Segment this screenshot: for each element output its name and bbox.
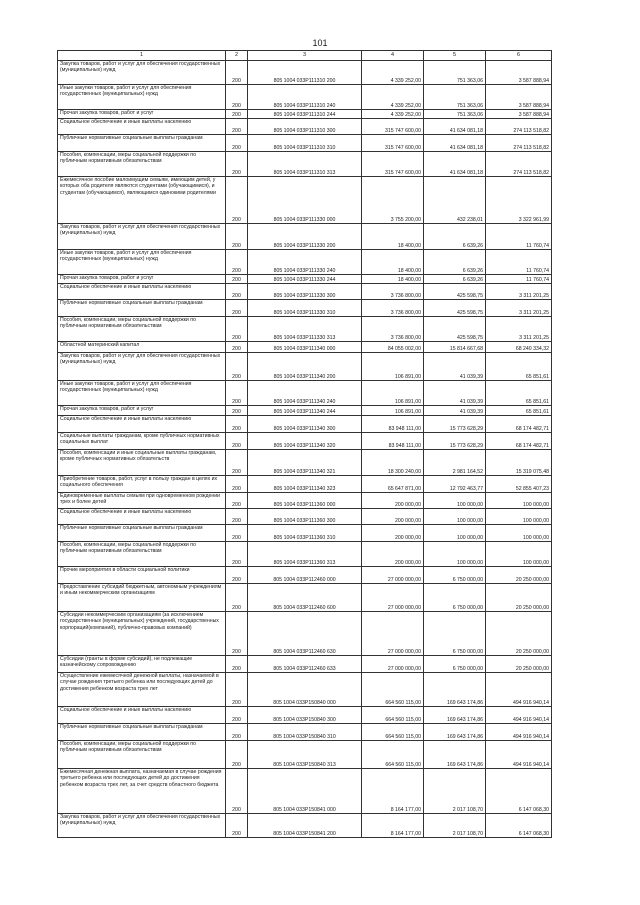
row-grbs-cell: 200 bbox=[226, 284, 248, 300]
row-code-cell: 805 1004 033P112460 633 bbox=[248, 656, 362, 673]
row-approved-cell: 315 747 600,00 bbox=[362, 119, 424, 135]
row-grbs-cell: 200 bbox=[226, 433, 248, 450]
table-row bbox=[58, 381, 552, 406]
row-remaining-cell: 3 311 201,25 bbox=[486, 284, 552, 300]
row-code-cell: 805 1004 033P111340 200 bbox=[248, 353, 362, 381]
row-remaining-cell: 6 147 068,30 bbox=[486, 769, 552, 814]
row-name-cell: Закупка товаров, работ и услуг для обеспечения государственных (муниципальных) нужд bbox=[58, 224, 226, 250]
row-code-cell: 805 1004 033P150840 310 bbox=[248, 724, 362, 741]
row-remaining-cell: 11 760,74 bbox=[486, 275, 552, 284]
row-remaining-cell: 100 000,00 bbox=[486, 542, 552, 567]
row-name-cell: Ежемесячная денежная выплата, назначаемая в случае рождения третьего ребенка или последующих детей до достижения ребенком возраста трех лет, за счет средств областного бюджета bbox=[58, 769, 226, 814]
row-code-cell: 805 1004 033P111340 323 bbox=[248, 476, 362, 493]
row-name-cell: Субсидии (гранты в форме субсидий), не подлежащие казначейскому сопровождению bbox=[58, 656, 226, 673]
table-header-row bbox=[58, 51, 552, 61]
row-remaining-cell: 100 000,00 bbox=[486, 525, 552, 542]
row-executed-cell: 41 634 081,18 bbox=[424, 152, 486, 177]
row-approved-cell: 200 000,00 bbox=[362, 525, 424, 542]
table-row bbox=[58, 612, 552, 656]
table-row bbox=[58, 724, 552, 741]
row-name-cell: Прочие мероприятия в области социальной политики bbox=[58, 567, 226, 584]
row-code-cell: 805 1004 033P112460 600 bbox=[248, 584, 362, 612]
table-row bbox=[58, 406, 552, 416]
table-row bbox=[58, 353, 552, 381]
row-name-cell: Предоставление субсидий бюджетным, автономным учреждениям и иным некоммерческим организациям bbox=[58, 584, 226, 612]
table-row bbox=[58, 61, 552, 85]
row-executed-cell: 100 000,00 bbox=[424, 509, 486, 525]
row-approved-cell: 8 164 177,00 bbox=[362, 814, 424, 838]
row-executed-cell: 169 643 174,86 bbox=[424, 707, 486, 724]
row-grbs-cell: 200 bbox=[226, 542, 248, 567]
row-approved-cell: 84 055 002,00 bbox=[362, 342, 424, 353]
row-executed-cell: 41 634 081,18 bbox=[424, 135, 486, 152]
row-grbs-cell: 200 bbox=[226, 476, 248, 493]
row-approved-cell: 200 000,00 bbox=[362, 493, 424, 509]
row-name-cell: Социальное обеспечение и иные выплаты населению bbox=[58, 707, 226, 724]
row-executed-cell: 12 792 463,77 bbox=[424, 476, 486, 493]
row-executed-cell: 41 634 081,18 bbox=[424, 119, 486, 135]
table-row bbox=[58, 814, 552, 838]
row-grbs-cell: 200 bbox=[226, 275, 248, 284]
row-code-cell: 805 1004 033P111330 000 bbox=[248, 177, 362, 224]
row-executed-cell: 6 750 000,00 bbox=[424, 567, 486, 584]
row-grbs-cell: 200 bbox=[226, 724, 248, 741]
row-approved-cell: 83 948 111,00 bbox=[362, 433, 424, 450]
row-approved-cell: 8 164 177,00 bbox=[362, 769, 424, 814]
row-approved-cell: 200 000,00 bbox=[362, 542, 424, 567]
row-remaining-cell: 494 916 940,14 bbox=[486, 673, 552, 707]
row-grbs-cell: 200 bbox=[226, 250, 248, 275]
row-remaining-cell: 68 174 482,71 bbox=[486, 433, 552, 450]
row-executed-cell: 41 039,39 bbox=[424, 381, 486, 406]
row-name-cell: Осуществление ежемесячной денежной выплаты, назначаемой в случае рождения третьего ребенка или последующих детей до достижения ребенком возраста трех лет bbox=[58, 673, 226, 707]
row-executed-cell: 100 000,00 bbox=[424, 493, 486, 509]
table-row bbox=[58, 450, 552, 476]
row-executed-cell: 751 363,06 bbox=[424, 110, 486, 119]
row-grbs-cell: 200 bbox=[226, 61, 248, 85]
row-name-cell: Субсидии некоммерческим организациям (за исключением государственных (муниципальных) учреждений, государственных корпораций(компаний), публично-правовых компаний) bbox=[58, 612, 226, 656]
row-name-cell: Иные закупки товаров, работ и услуг для обеспечения государственных (муниципальных) нужд bbox=[58, 381, 226, 406]
row-code-cell: 805 1004 033P111310 310 bbox=[248, 135, 362, 152]
row-code-cell: 805 1004 033P150840 300 bbox=[248, 707, 362, 724]
row-code-cell: 805 1004 033P112460 630 bbox=[248, 612, 362, 656]
row-name-cell: Публичные нормативные социальные выплаты гражданам bbox=[58, 300, 226, 317]
row-grbs-cell: 200 bbox=[226, 317, 248, 342]
row-grbs-cell: 200 bbox=[226, 493, 248, 509]
row-grbs-cell: 200 bbox=[226, 707, 248, 724]
row-approved-cell: 18 400,00 bbox=[362, 275, 424, 284]
table-row bbox=[58, 416, 552, 433]
row-grbs-cell: 200 bbox=[226, 769, 248, 814]
row-grbs-cell: 200 bbox=[226, 741, 248, 769]
table-row bbox=[58, 476, 552, 493]
row-name-cell: Социальные выплаты гражданам, кроме публичных нормативных социальных выплат bbox=[58, 433, 226, 450]
row-grbs-cell: 200 bbox=[226, 814, 248, 838]
row-approved-cell: 4 339 252,00 bbox=[362, 85, 424, 110]
row-remaining-cell: 3 311 201,25 bbox=[486, 317, 552, 342]
row-remaining-cell: 494 916 940,14 bbox=[486, 707, 552, 724]
row-name-cell: Закупка товаров, работ и услуг для обеспечения государственных (муниципальных) нужд bbox=[58, 61, 226, 85]
row-executed-cell: 425 598,75 bbox=[424, 317, 486, 342]
row-remaining-cell: 6 147 068,30 bbox=[486, 814, 552, 838]
row-code-cell: 805 1004 033P111330 240 bbox=[248, 250, 362, 275]
table-row bbox=[58, 85, 552, 110]
row-executed-cell: 41 039,39 bbox=[424, 353, 486, 381]
row-executed-cell: 425 598,75 bbox=[424, 300, 486, 317]
row-name-cell: Единовременные выплаты семьям при одновременном рождении трех и более детей bbox=[58, 493, 226, 509]
table-body bbox=[58, 61, 552, 838]
row-remaining-cell: 3 587 888,94 bbox=[486, 110, 552, 119]
row-remaining-cell: 52 855 407,23 bbox=[486, 476, 552, 493]
row-approved-cell: 4 339 252,00 bbox=[362, 61, 424, 85]
row-executed-cell: 432 238,01 bbox=[424, 177, 486, 224]
row-executed-cell: 100 000,00 bbox=[424, 525, 486, 542]
row-approved-cell: 664 560 115,00 bbox=[362, 707, 424, 724]
row-code-cell: 805 1004 033P111340 244 bbox=[248, 406, 362, 416]
row-remaining-cell: 15 319 075,48 bbox=[486, 450, 552, 476]
row-name-cell: Публичные нормативные социальные выплаты гражданам bbox=[58, 724, 226, 741]
row-remaining-cell: 100 000,00 bbox=[486, 493, 552, 509]
row-remaining-cell: 65 851,61 bbox=[486, 406, 552, 416]
page-number: 101 bbox=[312, 38, 328, 48]
row-code-cell: 805 1004 033P111310 244 bbox=[248, 110, 362, 119]
row-grbs-cell: 200 bbox=[226, 381, 248, 406]
row-approved-cell: 106 891,00 bbox=[362, 353, 424, 381]
row-executed-cell: 2 981 164,52 bbox=[424, 450, 486, 476]
header-cell: 3 bbox=[248, 51, 362, 61]
row-executed-cell: 6 639,26 bbox=[424, 250, 486, 275]
header-cell: 2 bbox=[226, 51, 248, 61]
row-name-cell: Социальное обеспечение и иные выплаты населению bbox=[58, 509, 226, 525]
row-executed-cell: 6 750 000,00 bbox=[424, 584, 486, 612]
row-remaining-cell: 494 916 940,14 bbox=[486, 741, 552, 769]
row-name-cell: Приобретение товаров, работ, услуг в пользу граждан в целях их социального обеспечения bbox=[58, 476, 226, 493]
table-row bbox=[58, 707, 552, 724]
row-code-cell: 805 1004 033P111340 240 bbox=[248, 381, 362, 406]
row-approved-cell: 315 747 600,00 bbox=[362, 135, 424, 152]
row-executed-cell: 425 598,75 bbox=[424, 284, 486, 300]
table-row bbox=[58, 656, 552, 673]
row-grbs-cell: 200 bbox=[226, 110, 248, 119]
table-row bbox=[58, 152, 552, 177]
row-code-cell: 805 1004 033P150840 313 bbox=[248, 741, 362, 769]
row-grbs-cell: 200 bbox=[226, 673, 248, 707]
table-row bbox=[58, 741, 552, 769]
table-row bbox=[58, 673, 552, 707]
row-grbs-cell: 200 bbox=[226, 135, 248, 152]
row-code-cell: 805 1004 033P111330 313 bbox=[248, 317, 362, 342]
row-executed-cell: 169 643 174,86 bbox=[424, 673, 486, 707]
row-grbs-cell: 200 bbox=[226, 224, 248, 250]
row-grbs-cell: 200 bbox=[226, 353, 248, 381]
row-grbs-cell: 200 bbox=[226, 406, 248, 416]
row-name-cell: Публичные нормативные социальные выплаты гражданам bbox=[58, 135, 226, 152]
row-executed-cell: 6 639,26 bbox=[424, 275, 486, 284]
header-cell: 5 bbox=[424, 51, 486, 61]
row-approved-cell: 664 560 115,00 bbox=[362, 741, 424, 769]
row-grbs-cell: 200 bbox=[226, 612, 248, 656]
row-code-cell: 805 1004 033P111310 200 bbox=[248, 61, 362, 85]
row-grbs-cell: 200 bbox=[226, 525, 248, 542]
row-remaining-cell: 65 851,61 bbox=[486, 353, 552, 381]
header-cell: 4 bbox=[362, 51, 424, 61]
row-grbs-cell: 200 bbox=[226, 567, 248, 584]
row-name-cell: Прочая закупка товаров, работ и услуг bbox=[58, 275, 226, 284]
row-approved-cell: 106 891,00 bbox=[362, 381, 424, 406]
table-row bbox=[58, 224, 552, 250]
row-name-cell: Закупка товаров, работ и услуг для обеспечения государственных (муниципальных) нужд bbox=[58, 814, 226, 838]
row-code-cell: 805 1004 033P111330 300 bbox=[248, 284, 362, 300]
row-executed-cell: 6 639,26 bbox=[424, 224, 486, 250]
row-code-cell: 805 1004 033P111360 300 bbox=[248, 509, 362, 525]
table-row bbox=[58, 119, 552, 135]
row-executed-cell: 15 773 628,29 bbox=[424, 433, 486, 450]
row-executed-cell: 6 750 000,00 bbox=[424, 656, 486, 673]
row-grbs-cell: 200 bbox=[226, 85, 248, 110]
row-executed-cell: 169 643 174,86 bbox=[424, 724, 486, 741]
row-approved-cell: 3 736 800,00 bbox=[362, 284, 424, 300]
row-remaining-cell: 3 587 888,94 bbox=[486, 61, 552, 85]
row-approved-cell: 3 755 200,00 bbox=[362, 177, 424, 224]
row-name-cell: Пособия, компенсации, меры социальной поддержки по публичным нормативным обязательствам bbox=[58, 152, 226, 177]
row-grbs-cell: 200 bbox=[226, 416, 248, 433]
table-row bbox=[58, 525, 552, 542]
row-remaining-cell: 3 587 888,94 bbox=[486, 85, 552, 110]
row-name-cell: Социальное обеспечение и иные выплаты населению bbox=[58, 119, 226, 135]
row-approved-cell: 83 948 111,00 bbox=[362, 416, 424, 433]
row-approved-cell: 65 647 871,00 bbox=[362, 476, 424, 493]
row-name-cell: Прочая закупка товаров, работ и услуг bbox=[58, 406, 226, 416]
row-approved-cell: 27 000 000,00 bbox=[362, 656, 424, 673]
row-approved-cell: 3 736 800,00 bbox=[362, 300, 424, 317]
row-remaining-cell: 3 311 201,25 bbox=[486, 300, 552, 317]
table-row bbox=[58, 509, 552, 525]
row-remaining-cell: 274 113 518,82 bbox=[486, 152, 552, 177]
row-approved-cell: 106 891,00 bbox=[362, 406, 424, 416]
row-remaining-cell: 100 000,00 bbox=[486, 509, 552, 525]
row-approved-cell: 27 000 000,00 bbox=[362, 567, 424, 584]
row-executed-cell: 2 017 108,70 bbox=[424, 769, 486, 814]
row-grbs-cell: 200 bbox=[226, 584, 248, 612]
row-grbs-cell: 200 bbox=[226, 152, 248, 177]
table-row bbox=[58, 275, 552, 284]
row-name-cell: Закупка товаров, работ и услуг для обеспечения государственных (муниципальных) нужд bbox=[58, 353, 226, 381]
row-name-cell: Иные закупки товаров, работ и услуг для обеспечения государственных (муниципальных) нужд bbox=[58, 250, 226, 275]
row-name-cell: Социальное обеспечение и иные выплаты населению bbox=[58, 284, 226, 300]
table-row bbox=[58, 342, 552, 353]
row-approved-cell: 18 300 240,00 bbox=[362, 450, 424, 476]
row-approved-cell: 664 560 115,00 bbox=[362, 724, 424, 741]
row-code-cell: 805 1004 033P111310 300 bbox=[248, 119, 362, 135]
row-code-cell: 805 1004 033P111340 300 bbox=[248, 416, 362, 433]
row-executed-cell: 15 814 667,68 bbox=[424, 342, 486, 353]
table-row bbox=[58, 177, 552, 224]
row-grbs-cell: 200 bbox=[226, 300, 248, 317]
row-code-cell: 805 1004 033P111330 244 bbox=[248, 275, 362, 284]
table-row bbox=[58, 300, 552, 317]
table-row bbox=[58, 433, 552, 450]
row-code-cell: 805 1004 033P111360 000 bbox=[248, 493, 362, 509]
row-name-cell: Прочая закупка товаров, работ и услуг bbox=[58, 110, 226, 119]
row-grbs-cell: 200 bbox=[226, 177, 248, 224]
row-name-cell: Публичные нормативные социальные выплаты гражданам bbox=[58, 525, 226, 542]
row-approved-cell: 27 000 000,00 bbox=[362, 612, 424, 656]
row-approved-cell: 27 000 000,00 bbox=[362, 584, 424, 612]
row-name-cell: Пособия, компенсации, меры социальной поддержки по публичным нормативным обязательствам bbox=[58, 741, 226, 769]
row-grbs-cell: 200 bbox=[226, 656, 248, 673]
header-cell: 1 bbox=[58, 51, 226, 61]
row-remaining-cell: 20 250 000,00 bbox=[486, 584, 552, 612]
row-executed-cell: 169 643 174,86 bbox=[424, 741, 486, 769]
row-grbs-cell: 200 bbox=[226, 509, 248, 525]
row-code-cell: 805 1004 033P111340 000 bbox=[248, 342, 362, 353]
row-approved-cell: 3 736 800,00 bbox=[362, 317, 424, 342]
row-approved-cell: 200 000,00 bbox=[362, 509, 424, 525]
row-approved-cell: 664 560 115,00 bbox=[362, 673, 424, 707]
row-name-cell: Пособия, компенсации и иные социальные выплаты гражданам, кроме публичных нормативных обязательств bbox=[58, 450, 226, 476]
row-approved-cell: 18 400,00 bbox=[362, 250, 424, 275]
row-executed-cell: 41 039,39 bbox=[424, 406, 486, 416]
row-name-cell: Областной материнский капитал bbox=[58, 342, 226, 353]
table-row bbox=[58, 250, 552, 275]
row-approved-cell: 18 400,00 bbox=[362, 224, 424, 250]
row-name-cell: Ежемесячное пособие малоимущим семьям, имеющим детей, у которых оба родителя являются студентами (обучающимися), и студентам (обучающимся), являющимся одинокими родителями bbox=[58, 177, 226, 224]
row-remaining-cell: 65 851,61 bbox=[486, 381, 552, 406]
row-code-cell: 805 1004 033P111340 321 bbox=[248, 450, 362, 476]
row-executed-cell: 15 773 628,29 bbox=[424, 416, 486, 433]
row-approved-cell: 315 747 600,00 bbox=[362, 152, 424, 177]
table-row bbox=[58, 110, 552, 119]
budget-table bbox=[57, 50, 552, 838]
row-code-cell: 805 1004 033P111340 320 bbox=[248, 433, 362, 450]
table-row bbox=[58, 584, 552, 612]
row-grbs-cell: 200 bbox=[226, 450, 248, 476]
table-row bbox=[58, 542, 552, 567]
row-code-cell: 805 1004 033P111330 200 bbox=[248, 224, 362, 250]
row-remaining-cell: 20 250 000,00 bbox=[486, 567, 552, 584]
row-grbs-cell: 200 bbox=[226, 119, 248, 135]
table-row bbox=[58, 284, 552, 300]
row-code-cell: 805 1004 033P150840 000 bbox=[248, 673, 362, 707]
row-code-cell: 805 1004 033P111330 310 bbox=[248, 300, 362, 317]
row-code-cell: 805 1004 033P112460 000 bbox=[248, 567, 362, 584]
row-code-cell: 805 1004 033P111360 310 bbox=[248, 525, 362, 542]
row-name-cell: Пособия, компенсации, меры социальной поддержки по публичным нормативным обязательствам bbox=[58, 542, 226, 567]
row-remaining-cell: 3 322 961,99 bbox=[486, 177, 552, 224]
row-executed-cell: 6 750 000,00 bbox=[424, 612, 486, 656]
row-remaining-cell: 68 240 334,32 bbox=[486, 342, 552, 353]
row-executed-cell: 751 363,06 bbox=[424, 85, 486, 110]
row-code-cell: 805 1004 033P111310 313 bbox=[248, 152, 362, 177]
row-code-cell: 805 1004 033P150841 000 bbox=[248, 769, 362, 814]
row-executed-cell: 751 363,06 bbox=[424, 61, 486, 85]
row-executed-cell: 2 017 108,70 bbox=[424, 814, 486, 838]
row-code-cell: 805 1004 033P111310 240 bbox=[248, 85, 362, 110]
row-remaining-cell: 274 113 518,82 bbox=[486, 119, 552, 135]
row-remaining-cell: 68 174 482,71 bbox=[486, 416, 552, 433]
row-grbs-cell: 200 bbox=[226, 342, 248, 353]
row-remaining-cell: 11 760,74 bbox=[486, 250, 552, 275]
table-row bbox=[58, 317, 552, 342]
row-code-cell: 805 1004 033P150841 200 bbox=[248, 814, 362, 838]
table-row bbox=[58, 567, 552, 584]
row-remaining-cell: 11 760,74 bbox=[486, 224, 552, 250]
row-remaining-cell: 274 113 518,82 bbox=[486, 135, 552, 152]
row-name-cell: Пособия, компенсации, меры социальной поддержки по публичным нормативным обязательствам bbox=[58, 317, 226, 342]
row-remaining-cell: 20 250 000,00 bbox=[486, 612, 552, 656]
row-remaining-cell: 20 250 000,00 bbox=[486, 656, 552, 673]
row-code-cell: 805 1004 033P111360 313 bbox=[248, 542, 362, 567]
table-row bbox=[58, 493, 552, 509]
table-row bbox=[58, 135, 552, 152]
row-approved-cell: 4 339 252,00 bbox=[362, 110, 424, 119]
row-remaining-cell: 494 916 940,14 bbox=[486, 724, 552, 741]
table-row bbox=[58, 769, 552, 814]
row-executed-cell: 100 000,00 bbox=[424, 542, 486, 567]
row-name-cell: Иные закупки товаров, работ и услуг для обеспечения государственных (муниципальных) нужд bbox=[58, 85, 226, 110]
header-cell: 6 bbox=[486, 51, 552, 61]
row-name-cell: Социальное обеспечение и иные выплаты населению bbox=[58, 416, 226, 433]
